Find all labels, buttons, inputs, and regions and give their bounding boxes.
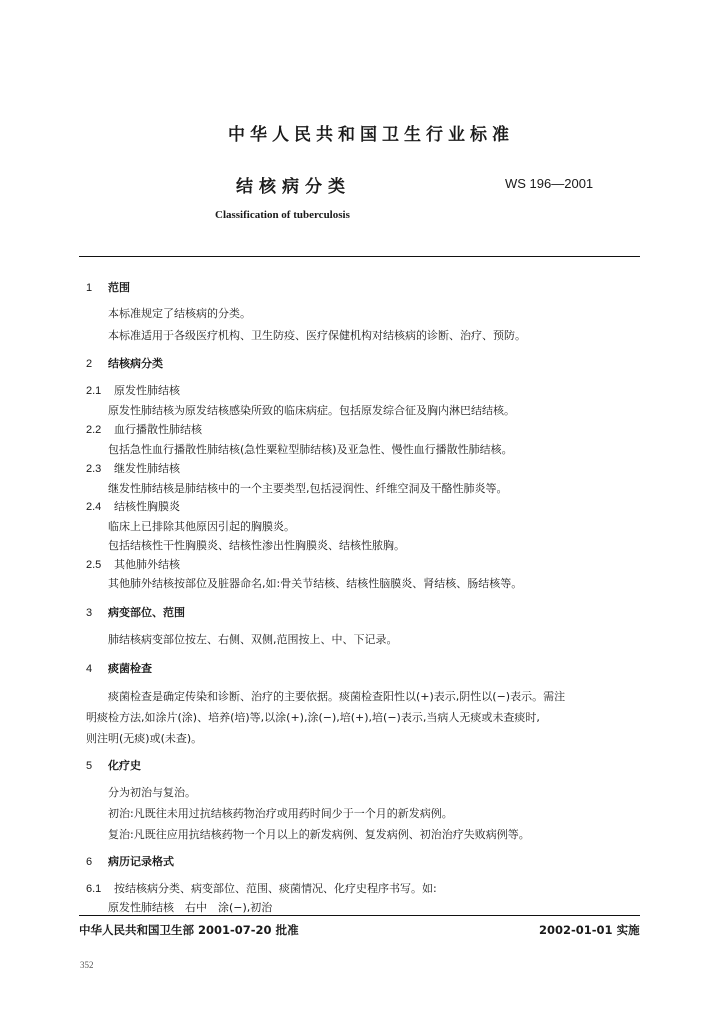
subsection-number: 2.4 <box>86 501 102 513</box>
subsection-6-1 <box>86 880 437 896</box>
section-number: 4 <box>86 663 93 675</box>
subsection-2-4-text-2: 包括结核性干性胸膜炎、结核性渗出性胸膜炎、结核性脓胸。 <box>108 539 405 552</box>
section-number: 6 <box>86 856 93 868</box>
standard-code: WS 196—2001 <box>505 176 594 191</box>
subsection-number: 2.3 <box>86 463 102 475</box>
subsection-title: 原发性肺结核 <box>114 384 180 397</box>
footer-divider <box>79 915 640 916</box>
subsection-number: 2.1 <box>86 385 102 397</box>
section-1-paragraph-2: 本标准适用于各级医疗机构、卫生防疫、医疗保健机构对结核病的诊断、治疗、预防。 <box>108 329 526 342</box>
subsection-2-1-heading <box>86 382 180 398</box>
subsection-title: 其他肺外结核 <box>114 558 180 571</box>
subsection-title: 结核性胸膜炎 <box>114 500 180 513</box>
section-number: 5 <box>86 760 93 772</box>
effective-date: 2002-01-01 实施 <box>539 923 640 937</box>
section-title: 范围 <box>108 281 130 294</box>
document-title: 结核病分类 <box>236 177 351 197</box>
subsection-number: 6.1 <box>86 883 102 895</box>
subsection-2-5-text: 其他肺外结核按部位及脏器命名,如:骨关节结核、结核性脑膜炎、肾结核、肠结核等。 <box>108 577 523 590</box>
section-3-heading <box>86 604 185 620</box>
standard-type-header: 中华人民共和国卫生行业标准 <box>228 125 514 145</box>
section-title: 病变部位、范围 <box>108 606 185 619</box>
subsection-2-4-text-1: 临床上已排除其他原因引起的胸膜炎。 <box>108 520 295 533</box>
section-6-heading <box>86 853 174 869</box>
section-title: 结核病分类 <box>108 357 163 370</box>
subsection-2-1-text: 原发性肺结核为原发结核感染所致的临床病症。包括原发综合征及胸内淋巴结结核。 <box>108 404 515 417</box>
section-5-paragraph-2: 初治:凡既往未用过抗结核药物治疗或用药时间少于一个月的新发病例。 <box>108 807 453 820</box>
section-5-heading <box>86 757 141 773</box>
section-5-paragraph-1: 分为初治与复治。 <box>108 786 196 799</box>
subsection-2-5-heading <box>86 556 180 572</box>
subsection-2-3-text: 继发性肺结核是肺结核中的一个主要类型,包括浸润性、纤维空洞及干酪性肺炎等。 <box>108 482 508 495</box>
page-number: 352 <box>80 960 94 970</box>
section-4-line-3: 则注明(无痰)或(未查)。 <box>86 732 203 745</box>
subsection-number: 2.2 <box>86 424 102 436</box>
section-4-heading <box>86 660 152 676</box>
subsection-2-3-heading <box>86 460 180 476</box>
section-4-line-1: 痰菌检查是确定传染和诊断、治疗的主要依据。痰菌检查阳性以(+)表示,阴性以(−)表示。需注 <box>108 690 566 703</box>
document-title-english: Classification of tuberculosis <box>215 209 350 221</box>
section-4-line-2: 明痰检方法,如涂片(涂)、培养(培)等,以涂(+),涂(−),培(+),培(−)表示,当病人无痰或未查痰时, <box>86 711 540 724</box>
subsection-title: 继发性肺结核 <box>114 462 180 475</box>
section-1-heading <box>86 279 130 295</box>
section-2-heading <box>86 355 163 371</box>
record-format-example: 原发性肺结核 右中 涂(−),初治 <box>108 901 273 914</box>
section-title: 病历记录格式 <box>108 855 174 868</box>
section-number: 1 <box>86 282 93 294</box>
subsection-2-2-heading <box>86 421 202 437</box>
approval-info: 中华人民共和国卫生部 2001-07-20 批准 <box>79 923 299 937</box>
subsection-title: 血行播散性肺结核 <box>114 423 202 436</box>
section-title: 痰菌检查 <box>108 662 152 675</box>
section-number: 2 <box>86 358 93 370</box>
subsection-number: 2.5 <box>86 559 102 571</box>
subsection-2-2-text: 包括急性血行播散性肺结核(急性粟粒型肺结核)及亚急性、慢性血行播散性肺结核。 <box>108 443 513 456</box>
header-divider <box>79 256 640 257</box>
section-5-paragraph-3: 复治:凡既往应用抗结核药物一个月以上的新发病例、复发病例、初治治疗失败病例等。 <box>108 828 530 841</box>
section-title: 化疗史 <box>108 759 141 772</box>
section-3-paragraph: 肺结核病变部位按左、右侧、双侧,范围按上、中、下记录。 <box>108 633 398 646</box>
section-1-paragraph-1: 本标准规定了结核病的分类。 <box>108 307 251 320</box>
subsection-2-4-heading <box>86 498 180 514</box>
section-number: 3 <box>86 607 93 619</box>
subsection-text: 按结核病分类、病变部位、范围、痰菌情况、化疗史程序书写。如: <box>114 882 437 895</box>
